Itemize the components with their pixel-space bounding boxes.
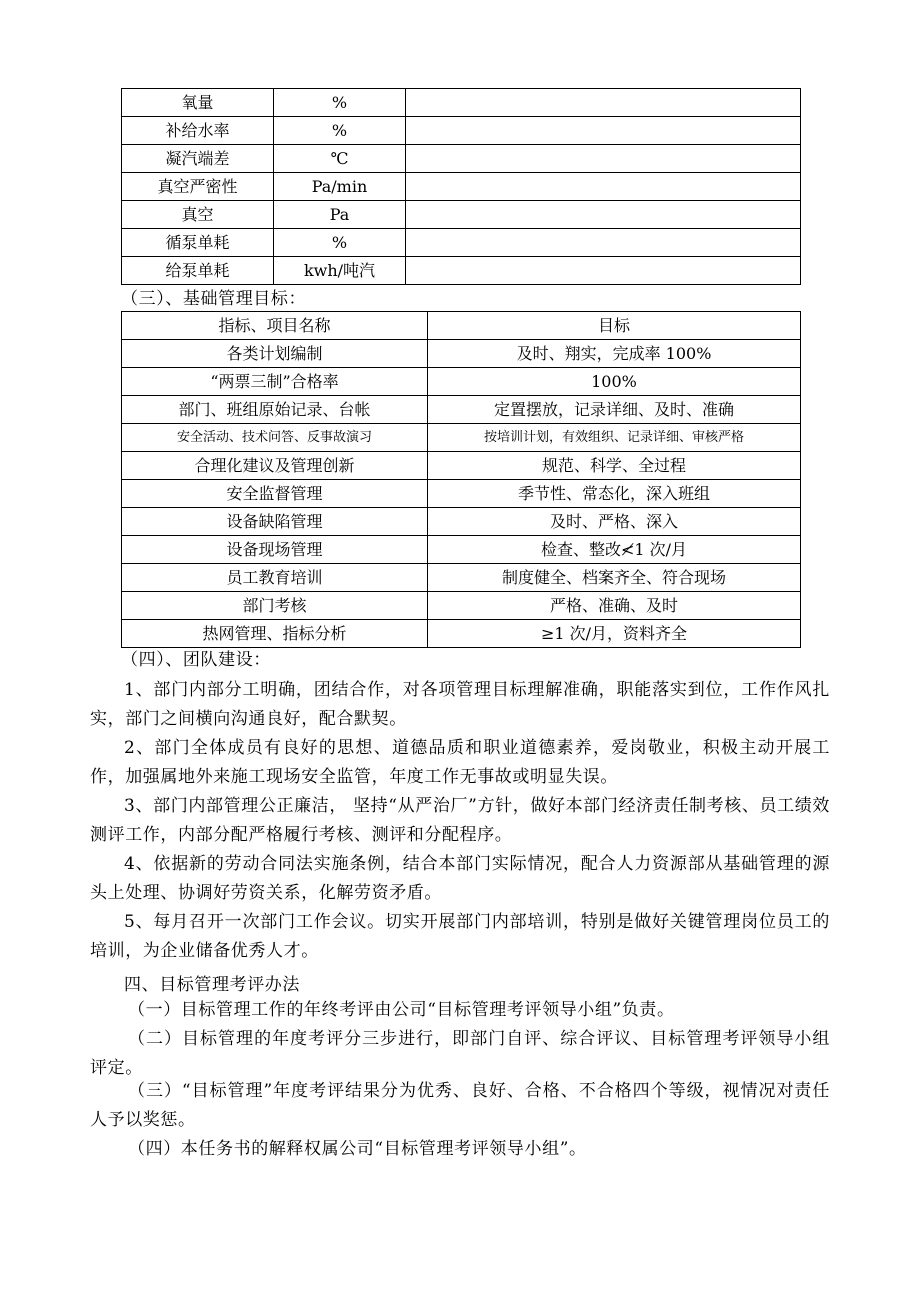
indicator-name: 真空 [122,201,274,229]
item-name: 员工教育培训 [122,564,428,592]
paragraph: （二）目标管理的年度考评分三步进行，即部门自评、综合评议、目标管理考评领导小组评定。 [90,1029,830,1078]
table-row [122,424,801,452]
item-target: 检查、整改≮1 次/月 [428,536,801,564]
item-target: 按培训计划，有效组织、记录详细、审核严格 [428,424,801,452]
item-target: 及时、翔实，完成率 100% [428,340,801,368]
paragraph: （三）“目标管理”年度考评结果分为优秀、良好、合格、不合格四个等级，视情况对责任人予以奖惩。 [90,1081,830,1130]
item-name: 部门考核 [122,592,428,620]
indicator-value [406,145,801,173]
management-target-table [121,311,801,648]
table-row [122,368,801,396]
indicator-unit: % [274,117,406,145]
table-row [122,340,801,368]
table-row [122,173,801,201]
item-target: 严格、准确、及时 [428,592,801,620]
item-target: 定置摆放，记录详细、及时、准确 [428,396,801,424]
paragraph: 1、部门内部分工明确，团结合作，对各项管理目标理解准确，职能落实到位，工作作风扎实，部门之间横向沟通良好，配合默契。 [90,680,830,729]
indicator-unit: ℃ [274,145,406,173]
table-row [122,257,801,285]
indicator-name: 氧量 [122,89,274,117]
table-row [122,117,801,145]
item-target: ≥1 次/月，资料齐全 [428,620,801,648]
paragraph: （四）本任务书的解释权属公司“目标管理考评领导小组”。 [128,1139,587,1159]
section-heading: 四、目标管理考评办法 [124,975,300,995]
item-target: 及时、严格、深入 [428,508,801,536]
indicator-name: 给泵单耗 [122,257,274,285]
indicator-unit: % [274,89,406,117]
item-name: “两票三制”合格率 [122,368,428,396]
indicator-value [406,89,801,117]
item-name: 设备现场管理 [122,536,428,564]
table-row [122,592,801,620]
indicator-value [406,229,801,257]
table-header-row [122,312,801,340]
table-row [122,229,801,257]
table-row [122,201,801,229]
indicator-unit: % [274,229,406,257]
indicator-value [406,117,801,145]
table-row [122,480,801,508]
table-row [122,620,801,648]
item-name: 部门、班组原始记录、台帐 [122,396,428,424]
indicator-value [406,173,801,201]
table-row [122,508,801,536]
column-header: 目标 [428,312,801,340]
section-heading: （三）、基础管理目标： [121,289,307,309]
item-name: 各类计划编制 [122,340,428,368]
paragraph: 3、部门内部管理公正廉洁， 坚持“从严治厂”方针，做好本部门经济责任制考核、员工绩效测评工作，内部分配严格履行考核、测评和分配程序。 [90,796,830,845]
indicator-name: 补给水率 [122,117,274,145]
indicator-unit: kwh/吨汽 [274,257,406,285]
item-name: 设备缺陷管理 [122,508,428,536]
item-target: 100% [428,368,801,396]
item-name: 安全监督管理 [122,480,428,508]
indicator-name: 凝汽端差 [122,145,274,173]
column-header: 指标、项目名称 [122,312,428,340]
indicator-unit: Pa/min [274,173,406,201]
indicator-table [121,88,801,285]
indicator-value [406,257,801,285]
item-name: 合理化建议及管理创新 [122,452,428,480]
item-target: 季节性、常态化，深入班组 [428,480,801,508]
indicator-value [406,201,801,229]
table-row [122,564,801,592]
section-heading: （四）、团队建设： [121,650,271,670]
paragraph: 2、部门全体成员有良好的思想、道德品质和职业道德素养，爱岗敬业，积极主动开展工作，加强属地外来施工现场安全监管，年度工作无事故或明显失误。 [90,738,830,787]
paragraph: （一）目标管理工作的年终考评由公司“目标管理考评领导小组”负责。 [128,1000,675,1020]
paragraph: 4、依据新的劳动合同法实施条例，结合本部门实际情况，配合人力资源部从基础管理的源头上处理、协调好劳资关系，化解劳资矛盾。 [90,854,830,903]
table-row [122,396,801,424]
table-row [122,89,801,117]
item-target: 规范、科学、全过程 [428,452,801,480]
indicator-name: 循泵单耗 [122,229,274,257]
item-name: 热网管理、指标分析 [122,620,428,648]
item-name: 安全活动、技术问答、反事故演习 [122,424,428,452]
indicator-name: 真空严密性 [122,173,274,201]
indicator-unit: Pa [274,201,406,229]
table-row [122,536,801,564]
item-target: 制度健全、档案齐全、符合现场 [428,564,801,592]
table-row [122,145,801,173]
paragraph: 5、每月召开一次部门工作会议。切实开展部门内部培训，特别是做好关键管理岗位员工的培训，为企业储备优秀人才。 [90,912,830,961]
table-row [122,452,801,480]
